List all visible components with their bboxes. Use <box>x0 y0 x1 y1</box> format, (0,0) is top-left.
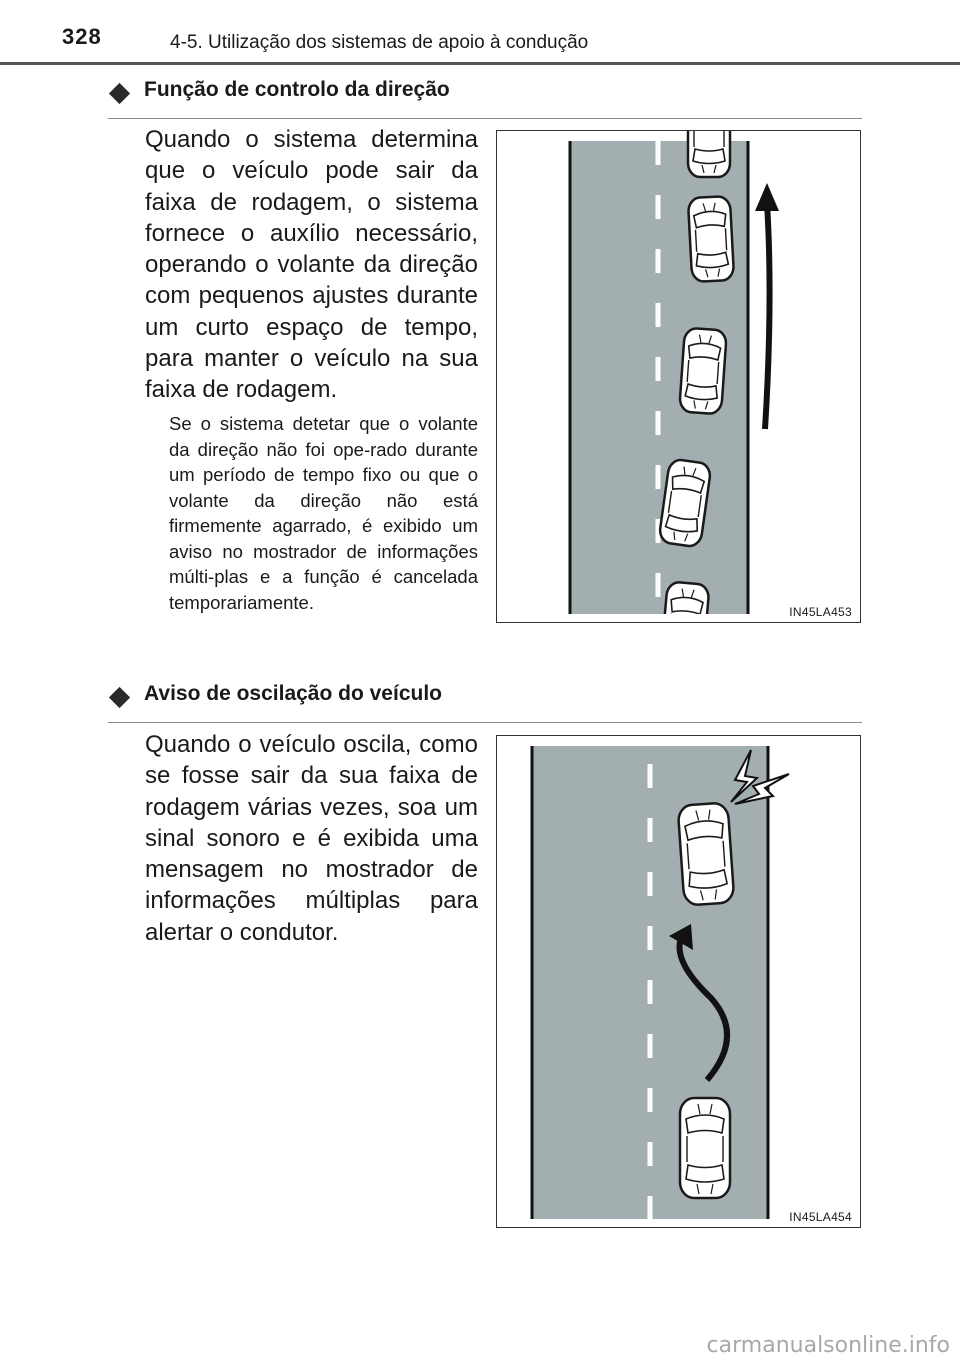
section-body-text: Quando o veículo oscila, como se fosse sair da sua faixa de rodagem várias vezes, soa um sinal sonoro e é exibida uma mensagem no mostrador de informações múltiplas para alertar o condutor. <box>145 731 478 946</box>
section-body-text: Quando o sistema determina que o veículo pode sair da faixa de rodagem, o sistema fornece o auxílio necessário, operando o volante da direção com pequenos ajustes durante um curto espaço de tempo, para manter o veículo na sua faixa de rodagem. <box>145 126 478 404</box>
car <box>678 802 735 905</box>
section-title: Aviso de oscilação do veículo <box>144 682 442 705</box>
header-divider <box>0 62 960 65</box>
section-title: Função de controlo da direção <box>144 78 450 101</box>
steering-control-illustration <box>497 131 860 622</box>
figure-code: IN45LA454 <box>789 1210 852 1224</box>
page-number: 328 <box>62 24 102 49</box>
section-note-text: Se o sistema detetar que o volante da direção não foi ope-rado durante um período de tempo fixo ou que o volante da direção não está firmemente agarrado, é exibido um aviso no mostrador de informações múlti-plas e a função é cancelada temporariamente. <box>169 413 478 613</box>
car <box>688 131 730 177</box>
car <box>688 196 734 282</box>
watermark: carmanualsonline.info <box>706 1333 950 1358</box>
car <box>679 328 727 415</box>
figure-sway-warning <box>496 735 861 1228</box>
car <box>680 1098 730 1198</box>
chapter-title: 4-5. Utilização dos sistemas de apoio à condução <box>170 32 589 53</box>
diamond-bullet-icon <box>109 687 130 708</box>
section-heading-steering-control <box>108 78 862 119</box>
sway-warning-illustration <box>497 736 860 1227</box>
arrow-head-icon <box>755 183 779 211</box>
page-header <box>0 0 960 64</box>
figure-steering-control <box>496 130 861 623</box>
diamond-bullet-icon <box>109 83 130 104</box>
figure-code: IN45LA453 <box>789 605 852 619</box>
steering-path-arrow <box>765 203 770 429</box>
section-heading-sway-warning <box>108 682 862 723</box>
